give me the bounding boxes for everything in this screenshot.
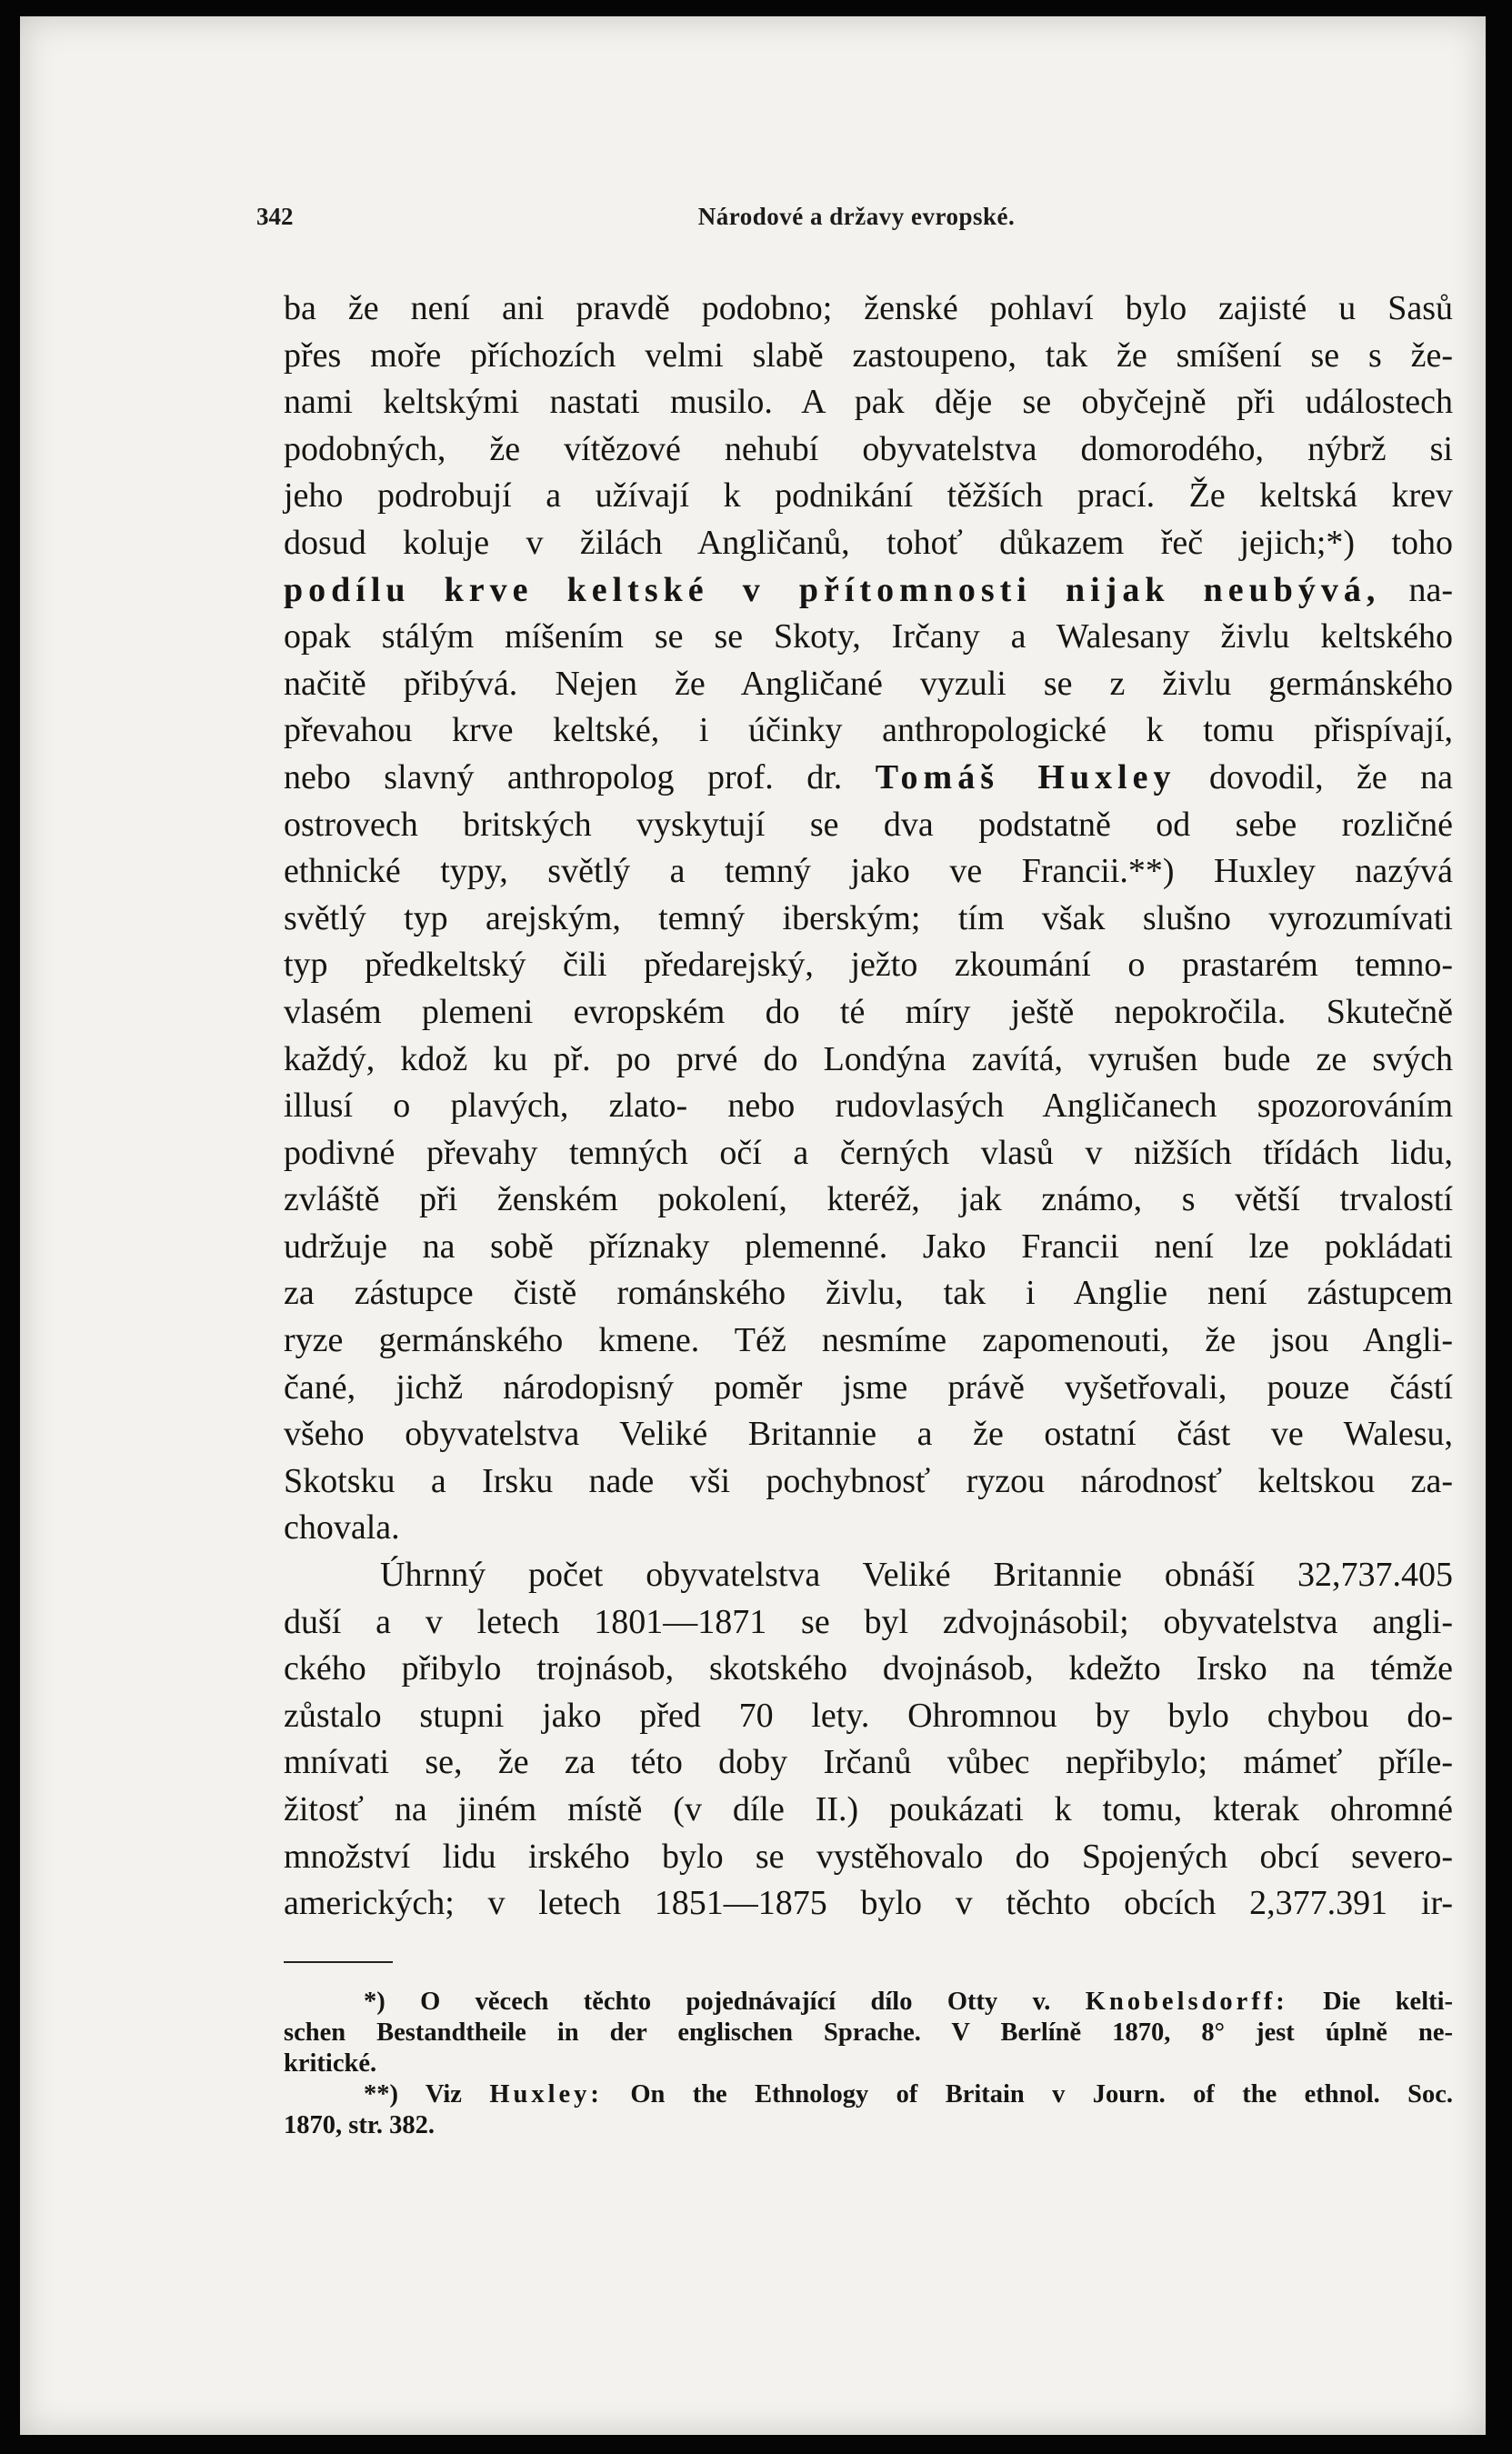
footnote-line: 1870, str. 382. xyxy=(284,2111,435,2139)
text-line: chovala. xyxy=(284,1508,400,1548)
footnote-head: *) O věcech těchto pojednávající dílo Otty v. xyxy=(364,1988,1051,2016)
text-line: zvláště při ženském pokolení, kteréž, jak známo, s větší trvalostí xyxy=(284,1180,1453,1219)
footnote-rule xyxy=(284,1961,393,1963)
line-head: nebo slavný anthropolog prof. dr. xyxy=(284,757,843,796)
text-line: ethnické typy, světlý a temný jako ve Francii.**) Huxley nazývá xyxy=(284,852,1453,891)
text-line: udržuje na sobě příznaky plemenné. Jako Francii není lze pokládati xyxy=(284,1227,1453,1266)
footnote-line: kritické. xyxy=(284,2049,377,2078)
text-line: každý, kdož ku př. po prvé do Londýna zavítá, vyrušen bude ze svých xyxy=(284,1039,1453,1078)
text-line: světlý typ arejským, temný iberským; tím však slušno vyrozumívati xyxy=(284,898,1453,937)
text-line xyxy=(284,567,1453,615)
text-line: ostrovech britských vyskytují se dva podstatně od sebe rozličné xyxy=(284,805,1453,844)
text-line: typ předkeltský čili předarejský, ježto zkoumání o prastarém temno- xyxy=(284,946,1453,985)
text-line: ryze germánského kmene. Též nesmíme zapomenouti, že jsou Angli- xyxy=(284,1321,1453,1360)
text-line: Skotsku a Irsku nade vši pochybnosť ryzou národnosť keltskou za- xyxy=(284,1461,1453,1500)
text-line: zůstalo stupni jako před 70 lety. Ohromnou by bylo chybou do- xyxy=(284,1696,1453,1735)
spaced-emphasis: podílu krve keltské v přítomnosti nijak neubývá, xyxy=(284,570,1381,609)
page-header xyxy=(256,203,1457,239)
footnote xyxy=(284,2079,1453,2141)
text-line: množství lidu irského bylo se vystěhovalo do Spojených obcí severo- xyxy=(284,1837,1453,1876)
text-line: podivné převahy temných očí a černých vlasů v nižších třídách lidu, xyxy=(284,1133,1453,1172)
text-line: duší a v letech 1801—1871 se byl zdvojnásobil; obyvatelstva angli- xyxy=(284,1602,1453,1641)
text-line: ba že není ani pravdě podobno; ženské pohlaví bylo zajisté u Sasů xyxy=(284,289,1453,327)
footnote-head: **) Viz xyxy=(364,2080,462,2108)
text-line: jeho podrobují a užívají k podnikání těžších prací. Že keltská krev xyxy=(284,476,1453,516)
text-line: nami keltskými nastati musilo. A pak děje se obyčejně při událostech xyxy=(284,383,1453,422)
paragraph xyxy=(284,285,1453,1552)
text-line: amerických; v letech 1851—1875 bylo v těchto obcích 2,377.391 ir- xyxy=(284,1884,1453,1923)
text-line: podobných, že vítězové nehubí obyvatelstva domorodého, nýbrž si xyxy=(284,429,1453,468)
text-line: dosud koluje v žilách Angličanů, tohoť důkazem řeč jejich;*) toho xyxy=(284,523,1453,562)
text-line: čané, jichž národopisný poměr jsme právě vyšetřovali, pouze částí xyxy=(284,1367,1453,1407)
text-line: vlasém plemeni evropském do té míry ještě nepokročila. Skutečně xyxy=(284,992,1453,1031)
text-line: mnívati se, že za této doby Irčanů vůbec nepřibylo; mámeť příle- xyxy=(284,1743,1453,1782)
text-line: všeho obyvatelstva Veliké Britannie a že ostatní část ve Walesu, xyxy=(284,1415,1453,1454)
text-line: načitě přibývá. Nejen že Angličané vyzuli se z živlu germánského xyxy=(284,664,1453,703)
person-name: Tomáš Huxley xyxy=(875,757,1177,796)
footnote-author: Huxley: xyxy=(489,2080,603,2108)
footnote-line: schen Bestandtheile in der englischen Sprache. V Berlíně 1870, 8° jest úplně ne- xyxy=(284,2018,1453,2047)
text-line: illusí o plavých, zlato- nebo rudovlasých Angličanech spozorováním xyxy=(284,1087,1453,1126)
text-line: převahou krve keltské, i účinky anthropologické k tomu přispívají, xyxy=(284,711,1453,750)
footnote-tail: Die kelti- xyxy=(1323,1988,1454,2016)
footnote xyxy=(284,1987,1453,2079)
line-tail: dovodil, že na xyxy=(1208,757,1454,796)
line-tail: na- xyxy=(1408,570,1453,609)
footnote-line xyxy=(284,2079,1453,2110)
text-line: za zástupce čistě románského živlu, tak i Anglie není zástupcem xyxy=(284,1274,1453,1313)
text-line xyxy=(284,755,1453,802)
text-line: přes moře příchozích velmi slabě zastoupeno, tak že smíšení se s že- xyxy=(284,336,1453,375)
text-line: ckého přibylo trojnásob, skotského dvojnásob, kdežto Irsko na témže xyxy=(284,1649,1453,1688)
footnote-line xyxy=(284,1987,1453,2018)
text-line: Úhrnný počet obyvatelstva Veliké Britannie obnáší 32,737.405 xyxy=(380,1556,1453,1595)
text-line: žitosť na jiném místě (v díle II.) poukázati k tomu, kterak ohromné xyxy=(284,1790,1453,1828)
running-title: Národové a državy evropské. xyxy=(697,203,1016,230)
paragraph xyxy=(284,1552,1453,1928)
page-number: 342 xyxy=(256,203,294,230)
text-line: opak stálým míšením se se Skoty, Irčany a Walesany živlu keltského xyxy=(284,617,1453,656)
book-page xyxy=(20,16,1486,2435)
footnote-author: Knobelsdorff: xyxy=(1085,1988,1288,2016)
main-text xyxy=(284,285,1453,1928)
footnote-tail: On the Ethnology of Britain v Journ. of the ethnol. Soc. xyxy=(630,2080,1454,2108)
footnotes xyxy=(284,1987,1453,2141)
